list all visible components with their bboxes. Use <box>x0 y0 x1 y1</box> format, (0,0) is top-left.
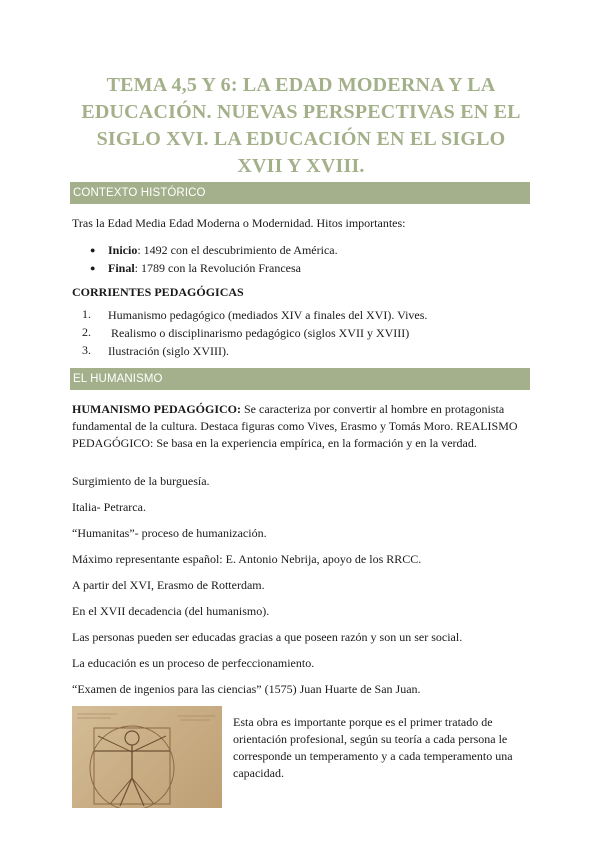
body-line: Italia- Petrarca. <box>72 500 146 514</box>
body-line: Las personas pueden ser educadas gracias a que poseen razón y son un ser social. <box>72 630 463 644</box>
humanismo-label: HUMANISMO PEDAGÓGICO: <box>72 402 241 416</box>
body-line: “Humanitas”- proceso de humanización. <box>72 526 267 540</box>
hito-text: : 1789 con la Revolución Francesa <box>134 261 301 275</box>
title-line: XVII Y XVIII. <box>237 155 365 177</box>
body-line: A partir del XVI, Erasmo de Rotterdam. <box>72 578 265 592</box>
list-item: Realismo o disciplinarismo pedagógico (siglos XVII y XVIII) <box>108 326 410 340</box>
list-number: 1. <box>82 307 91 321</box>
list-item: Humanismo pedagógico (mediados XIV a finales del XVI). Vives. <box>108 308 428 322</box>
body-line: En el XVII decadencia (del humanismo). <box>72 604 270 618</box>
corrientes-heading: CORRIENTES PEDAGÓGICAS <box>72 285 244 299</box>
hito-label: Final <box>108 261 135 275</box>
bullet-icon: ● <box>90 245 96 255</box>
vitruvian-man-image <box>72 706 222 808</box>
list-item: Ilustración (siglo XVIII). <box>108 344 229 358</box>
humanismo-paragraph <box>72 401 532 452</box>
list-item <box>108 260 301 277</box>
body-line: Máximo representante español: E. Antonio Nebrija, apoyo de los RRCC. <box>72 552 422 566</box>
title-line: EDUCACIÓN. NUEVAS PERSPECTIVAS EN EL <box>81 101 521 123</box>
contexto-intro: Tras la Edad Media Edad Moderna o Modernidad. Hitos importantes: <box>72 216 406 230</box>
document-title <box>72 72 530 180</box>
section-heading-contexto: CONTEXTO HISTÓRICO <box>70 182 530 204</box>
list-number: 3. <box>82 343 91 357</box>
body-line: La educación es un proceso de perfeccionamiento. <box>72 656 315 670</box>
hito-text: : 1492 con el descubrimiento de América. <box>137 243 338 257</box>
body-line: Surgimiento de la burguesía. <box>72 474 210 488</box>
section-heading-humanismo: EL HUMANISMO <box>70 368 530 390</box>
list-item <box>108 242 338 259</box>
title-line: TEMA 4,5 Y 6: LA EDAD MODERNA Y LA <box>106 74 496 96</box>
body-line: “Examen de ingenios para las ciencias” (1575) Juan Huarte de San Juan. <box>72 682 421 696</box>
list-number: 2. <box>82 325 91 339</box>
image-caption: Esta obra es importante porque es el primer tratado de orientación profesional, según su teoría a cada persona le corresponde un temperamento y a cada temperamento una capacidad. <box>233 715 513 780</box>
bullet-icon: ● <box>90 263 96 273</box>
hito-label: Inicio <box>108 243 138 257</box>
humanismo-text: Se caracteriza por convertir al hombre en protagonista fundamental de la cultura. Destaca figuras como Vives, Erasmo y Tomás Moro. REALISMO PEDAGÓGICO: Se basa en la experiencia empírica, en la formación y en la verdad. <box>72 402 518 450</box>
title-line: SIGLO XVI. LA EDUCACIÓN EN EL SIGLO <box>96 128 506 150</box>
